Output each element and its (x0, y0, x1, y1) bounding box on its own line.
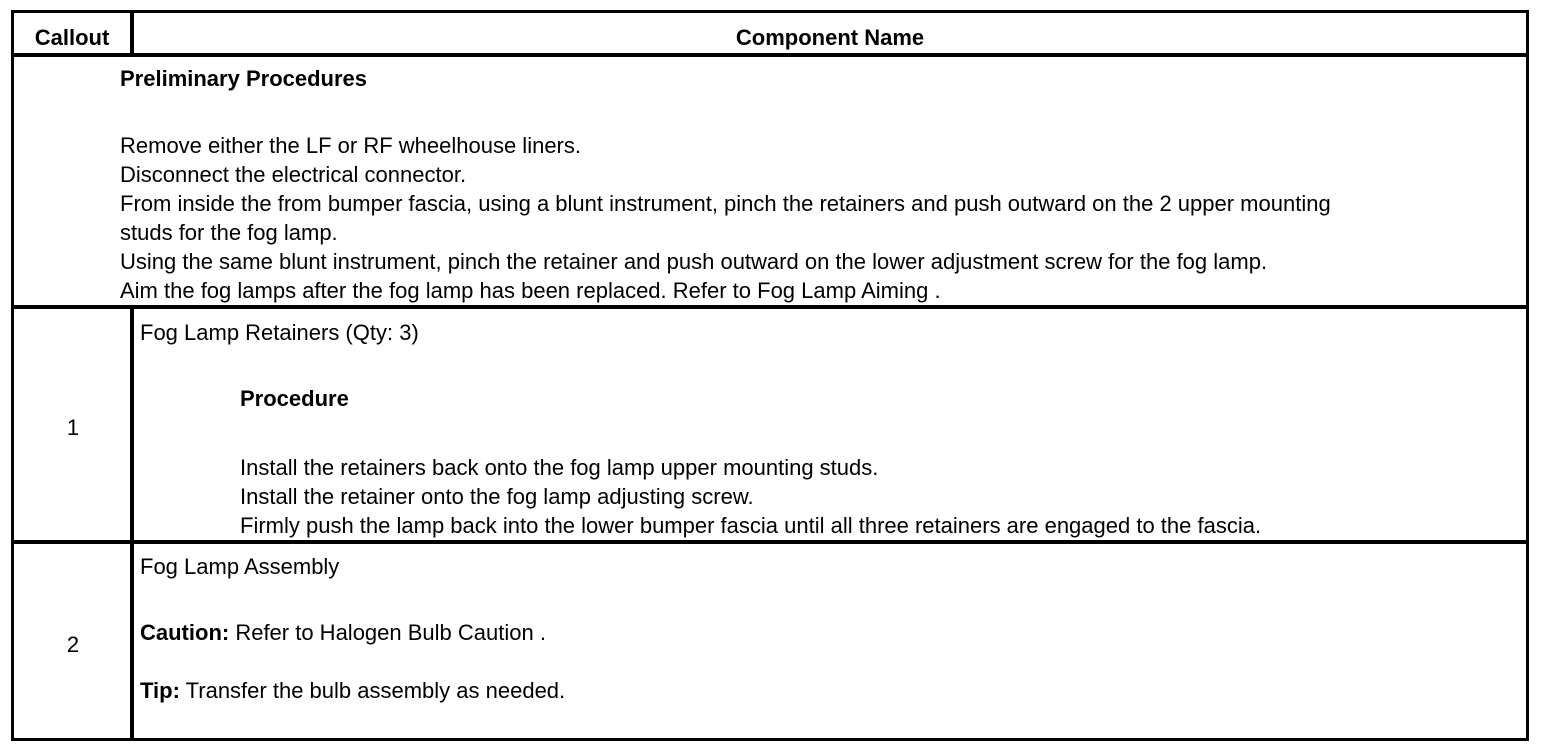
component-name-2: Fog Lamp Assembly (140, 554, 340, 579)
preliminary-step: studs for the fog lamp. (120, 220, 338, 245)
preliminary-step: Remove either the LF or RF wheelhouse liners. (120, 133, 581, 158)
procedure-steps (240, 453, 1261, 540)
preliminary-step: From inside the from bumper fascia, using a blunt instrument, pinch the retainers and push outward on the 2 upper mounting (120, 191, 1331, 216)
preliminary-step: Using the same blunt instrument, pinch the retainer and push outward on the lower adjustment screw for the fog lamp. (120, 249, 1268, 274)
preliminary-step: Aim the fog lamps after the fog lamp has been replaced. Refer to Fog Lamp Aiming . (120, 278, 941, 303)
preliminary-step: Disconnect the electrical connector. (120, 162, 467, 187)
procedure-step: Firmly push the lamp back into the lower bumper fascia until all three retainers are engaged to the fascia. (240, 513, 1262, 538)
callout-number-1: 1 (66, 415, 80, 440)
preliminary-procedures-list (120, 131, 1331, 305)
caution-text: Refer to Halogen Bulb Caution . (229, 620, 546, 645)
procedure-step: Install the retainers back onto the fog lamp upper mounting studs. (240, 455, 879, 480)
callout-column-header: Callout (34, 25, 110, 50)
procedure-step: Install the retainer onto the fog lamp adjusting screw. (240, 484, 754, 509)
procedure-title: Procedure (240, 386, 349, 411)
tip-note (140, 676, 565, 705)
callout-number-2: 2 (66, 632, 80, 657)
header-row-divider (14, 53, 1526, 57)
caution-label: Caution: (140, 620, 230, 645)
tip-text: Transfer the bulb assembly as needed. (179, 678, 566, 703)
preliminary-row-divider (14, 305, 1526, 309)
component-name-1: Fog Lamp Retainers (Qty: 3) (140, 320, 419, 345)
preliminary-procedures-title: Preliminary Procedures (120, 66, 368, 91)
component-table (11, 10, 1529, 741)
tip-label: Tip: (140, 678, 180, 703)
caution-note (140, 618, 546, 647)
component-name-column-header: Component Name (735, 25, 925, 50)
row1-divider (14, 540, 1526, 544)
